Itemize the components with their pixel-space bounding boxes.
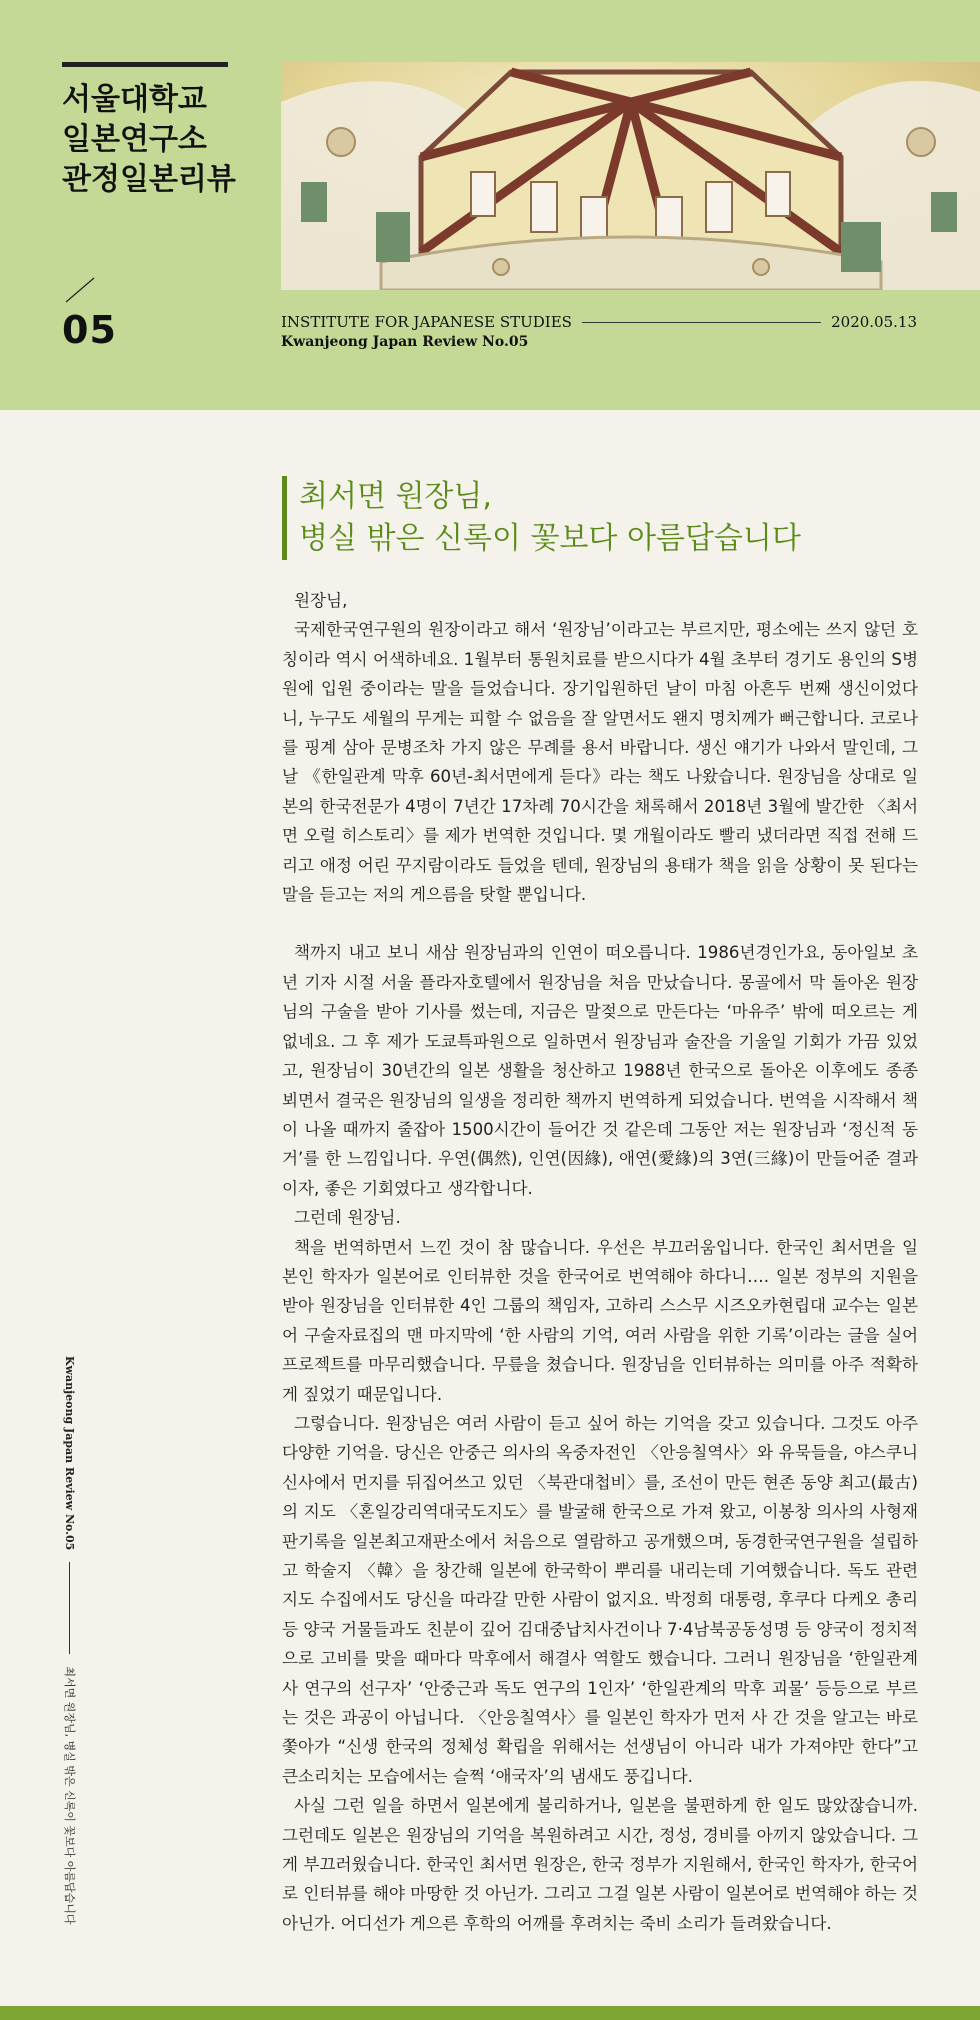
dome-ceiling-illustration <box>281 62 980 290</box>
body-paragraph: 국제한국연구원의 원장이라고 해서 ‘원장님’이라고는 부르지만, 평소에는 쓰지 않던 호칭이라 역시 어색하네요. 1월부터 통원치료를 받으시다가 4월 초부터 경기도 용인의 S병원에 입원 중이라는 말을 들었습니다. 장기입원하던 날이 마침 아흔두 번째 생신이었다니, 누구도 세월의 무게는 피할 수 없음을 잘 알면서도 왠지 명치께가 뻐근합니다. 코로나를 핑계 삼아 문병조차 가지 않은 무례를 용서 바랍니다. 생신 얘기가 나와서 말인데, 그날 《한일관계 막후 60년-최서면에게 듣다》라는 책도 나왔습니다. 원장님을 상대로 일본의 한국전문가 4명이 7년간 17차례 70시간을 채록해서 2018년 3월에 발간한 〈최서면 오럴 히스토리〉를 제가 번역한 것입니다. 몇 개월이라도 빨리 냈더라면 직접 전해 드리고 애정 어린 꾸지람이라도 들었을 텐데, 원장님의 용태가 책을 읽을 상황이 못 된다는 말을 듣고는 저의 게으름을 탓할 뿐입니다. <box>282 620 918 905</box>
body-paragraph: 책까지 내고 보니 새삼 원장님과의 인연이 떠오릅니다. 1986년경인가요, 동아일보 초년 기자 시절 서울 플라자호텔에서 원장님을 처음 만났습니다. 몽골에서 막 돌아온 원장님의 구술을 받아 기사를 썼는데, 지금은 말젖으로 만든다는 ‘마유주’ 밖에 떠오르는 게 없네요. 그 후 제가 도쿄특파원으로 일하면서 원장님과 술잔을 기울일 기회가 가끔 있었고, 원장님이 30년간의 일본 생활을 청산하고 1988년 한국으로 돌아온 이후에도 종종 뵈면서 결국은 원장님의 일생을 정리한 책까지 번역하게 되었습니다. 번역을 시작해서 책이 나올 때까지 줄잡아 1500시간이 들어간 것 같은데 그동안 저는 원장님과 ‘정신적 동거’를 한 느낌입니다. 우연(偶然), 인연(因緣), 애연(愛緣)의 3연(三緣)이 만들어준 결과이자, 좋은 기회였다고 생각합니다. <box>282 943 918 1198</box>
publication-name: Kwanjeong Japan Review No.05 <box>281 334 529 350</box>
body-paragraph: 원장님, <box>294 591 348 610</box>
body-paragraph: 그런데 원장님. <box>294 1208 401 1228</box>
article-title-line-2: 병실 밖은 신록이 꽃보다 아름답습니다 <box>299 521 801 556</box>
vertical-article-title: 최서면 원장님, 병실 밖은 신록이 꽃보다 아름답습니다 <box>63 1666 76 1925</box>
body-paragraph: 책을 번역하면서 느낀 것이 참 많습니다. 우선은 부끄러움입니다. 한국인 최서면을 일본인 학자가 일본어로 인터뷰한 것을 한국어로 번역해야 하다니…. 일본 정부의 지원을 받아 원장님을 인터뷰한 4인 그룹의 책임자, 고하리 스스무 시즈오카현립대 교수는 일본어 구술자료집의 맨 마지막에 ‘한 사람의 기억, 여러 사람을 위한 기록’이라는 글을 실어 프로젝트를 마무리했습니다. 무릎을 쳤습니다. 원장님을 인터뷰하는 의미를 아주 적확하게 짚었기 때문입니다. <box>282 1237 918 1404</box>
meta-divider-line <box>582 322 821 323</box>
header-band <box>0 0 980 410</box>
vertical-publication-name: Kwanjeong Japan Review No.05 <box>63 1356 77 1551</box>
slash-divider-icon <box>64 276 100 304</box>
body-paragraph: 그렇습니다. 원장님은 여러 사람이 듣고 싶어 하는 기억을 갖고 있습니다. 그것도 아주 다양한 기억을. 당신은 안중근 의사의 옥중자전인 〈안응칠역사〉와 유묵들을, 야스쿠니신사에서 먼지를 뒤집어쓰고 있던 〈북관대첩비〉를, 조선이 만든 현존 동양 최고(最古)의 지도 〈혼일강리역대국도지도〉를 발굴해 한국으로 가져 왔고, 이봉창 의사의 사형재판기록을 일본최고재판소에서 처음으로 열람하고 공개했으며, 동경한국연구원을 설립하고 학술지 〈韓〉을 창간해 일본에 한국학이 뿌리를 내리는데 기여했습니다. 독도 관련 지도 수집에서도 당신을 따라갈 만한 사람이 없지요. 박정희 대통령, 후쿠다 다케오 총리 등 양국 거물들과도 친분이 깊어 김대중납치사건이나 7·4남북공동성명 등 양국이 정치적으로 고비를 맞을 때마다 막후에서 해결사 역할도 했습니다. 그러니 원장님을 ‘한일관계사 연구의 선구자’ ‘안중근과 독도 연구의 1인자’ ‘한일관계의 막후 괴물’ 등등으로 부르는 것은 과공이 아닙니다. 〈안응칠역사〉를 일본인 학자가 먼저 사 간 것을 알고는 바로 쫓아가 “신생 한국의 정체성 확립을 위해서는 선생님이 아니라 내가 가져야만 한다”고 큰소리치는 모습에서는 슬쩍 ‘애국자’의 냄새도 풍깁니다. <box>282 1413 918 1786</box>
issue-number: 05 <box>62 308 117 352</box>
vertical-side-caption <box>60 1356 86 1956</box>
article-body <box>282 586 918 1938</box>
publication-meta-row <box>281 312 917 332</box>
footer-bar <box>0 2006 980 2020</box>
article-title <box>282 476 939 560</box>
body-paragraph: 사실 그런 일을 하면서 일본에게 불리하거나, 일본을 불편하게 한 일도 많았잖습니까. 그런데도 일본은 원장님의 기억을 복원하려고 시간, 정성, 경비를 아끼지 않았습니다. 그게 부끄러웠습니다. 한국인 최서면 원장은, 한국 정부가 지원해서, 한국인 학자가, 한국어로 인터뷰를 해야 마땅한 것 아닌가. 그리고 그걸 일본 사람이 일본어로 번역해야 하는 것 아닌가. 어디선가 게으른 후학의 어깨를 후려치는 죽비 소리가 들려왔습니다. <box>282 1796 918 1933</box>
issue-date: 2020.05.13 <box>831 313 917 331</box>
dome-ceiling-photo <box>281 62 980 290</box>
vertical-divider-line <box>70 1562 71 1654</box>
article-title-line-1: 최서면 원장님, <box>299 479 492 514</box>
institute-english-name: INSTITUTE FOR JAPANESE STUDIES <box>281 313 572 331</box>
header-top-rule <box>62 62 228 67</box>
institute-title: 서울대학교 일본연구소 관정일본리뷰 <box>62 82 236 197</box>
